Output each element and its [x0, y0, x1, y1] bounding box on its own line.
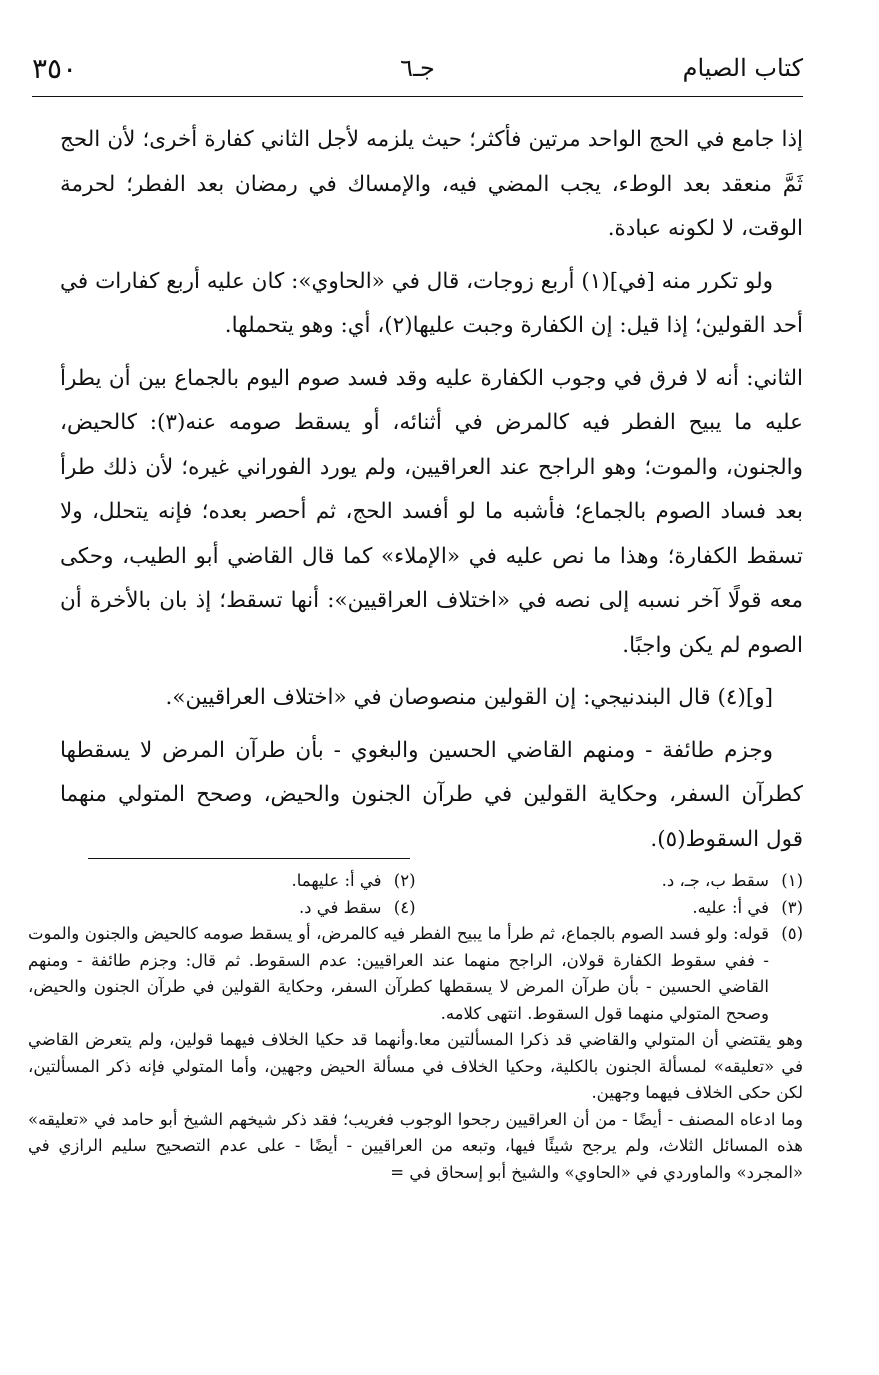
footnote-number: (٥) — [781, 924, 803, 943]
paragraph-4: [و](٤) قال البندنيجي: إن القولين منصوصان في «اختلاف العراقيين». — [165, 685, 773, 710]
footnote-text: سقط ب، جـ، د. — [661, 871, 769, 890]
main-text — [60, 118, 803, 870]
footnote-text: في أ: عليه. — [692, 897, 769, 917]
paragraph-2: ولو تكرر منه [في](١) أربع زوجات، قال في «الحاوي»: كان عليه أربع كفارات في أحد القولين؛ إذا قيل: إن الكفارة وجبت عليها(٢)، أي: وهو يتحملها. — [60, 268, 803, 338]
footnote-4 — [28, 895, 416, 922]
footnote-5-continuation: وهو يقتضي أن المتولي والقاضي قد ذكرا المسألتين معا.وأنهما قد حكيا الخلاف فيهما قولين، ولم يتعرض القاضي في «تعليقه» لمسألة الجنون بالكلية، وحكيا الخلاف في مسألة الحيض وجهين، وأما المتولي فإنه ذكر المسألتين، لكن حكى الخلاف فيهما وجهين. — [28, 1030, 803, 1102]
page-header — [32, 52, 803, 92]
footnote-separator — [88, 858, 410, 859]
paragraph-1: إذا جامع في الحج الواحد مرتين فأكثر؛ حيث يلزمه لأجل الثاني كفارة أخرى؛ لأن الحج ثَمَّ منعقد بعد الوطء، يجب المضي فيه، والإمساك في رمضان بعد الفطر؛ لحرمة الوقت، لا لكونه عبادة. — [60, 127, 803, 241]
footnote-2 — [28, 868, 416, 895]
footnote-text: سقط في د. — [298, 897, 382, 917]
footnote-text: قوله: ولو فسد الصوم بالجماع، ثم طرأ ما يبيح الفطر فيه كالمرض، أو يسقط صومه كالحيض والجنون والموت - ففي سقوط الكفارة قولان، الراجح منهما عند العراقيين: عدم السقوط. ثم قال: وجزم طائفة - ومنهم القاضي الحسين - بأن طرآن المرض لا يسقطها كطرآن السفر، وحكاية القولين في طرآن الجنون والحيض، وصحح المتولي منهما قول السقوط. انتهى كلامه. — [28, 924, 769, 1023]
footnote-5-continuation-2 — [28, 1107, 803, 1187]
footnote-1 — [416, 868, 804, 895]
page-number: ٣٥٠ — [32, 52, 78, 85]
book-title: كتاب الصيام — [682, 54, 803, 82]
footnote-number: (١) — [781, 871, 803, 890]
footnote-3 — [416, 895, 804, 922]
header-rule — [32, 96, 803, 97]
footnote-row — [28, 868, 803, 895]
footnote-number: (٢) — [393, 871, 416, 890]
footnote-text: وما ادعاه المصنف - أيضًا - من أن العراقيين رجحوا الوجوب فغريب؛ فقد ذكر شيخهم الشيخ أبو حامد في «تعليقه» هذه المسائل الثلاث، ولم يرجح شيئًا فيها، وتبعه من العراقيين - أيضًا - على عدم التصحيح سليم الرازي في «المجرد» والماوردي في «الحاوي» والشيخ أبو إسحاق في — [28, 1109, 803, 1182]
footnotes — [28, 868, 803, 1186]
footnote-number: (٣) — [781, 897, 803, 917]
footnote-text: في أ: عليهما. — [291, 871, 382, 890]
footnote-5 — [28, 921, 803, 1027]
paragraph-5: وجزم طائفة - ومنهم القاضي الحسين والبغوي - بأن طرآن المرض لا يسقطها كطرآن السفر، وحكاية القولين في طرآن الجنون والحيض، وصحح المتولي منهما قول السقوط(٥). — [60, 737, 803, 852]
paragraph-3: الثاني: أنه لا فرق في وجوب الكفارة عليه وقد فسد صوم اليوم بالجماع بين أن يطرأ عليه ما يبيح الفطر فيه كالمرض في أثنائه، أو يسقط صومه عنه(٣): كالحيض، والجنون، والموت؛ وهو الراجح عند العراقيين، ولم يورد الفوراني غيره؛ لأن ذلك طرأ بعد فساد الصوم بالجماع؛ فأشبه ما لو أفسد الحج، ثم أحصر بعده؛ فإنه يتحلل، ولا تسقط الكفارة؛ وهذا ما نص عليه في «الإملاء» كما قال القاضي أبو الطيب، وحكى معه قولًا آخر نسبه إلى نصه في «اختلاف العراقيين»: أنها تسقط؛ إذ بان بالأخرة أن الصوم لم يكن واجبًا. — [60, 365, 803, 658]
footnote-number: (٤) — [393, 897, 416, 917]
continuation-mark: = — [390, 1162, 405, 1182]
volume-label: جـ٦ — [400, 54, 435, 82]
footnote-row — [28, 895, 803, 922]
